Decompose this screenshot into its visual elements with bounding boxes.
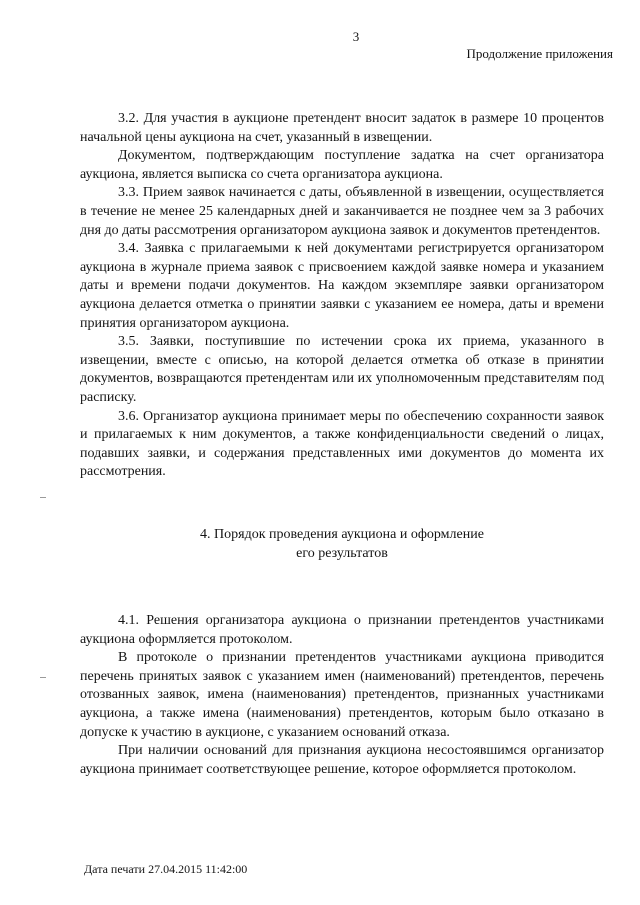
scan-margin-mark — [40, 677, 46, 678]
paragraph-3-6: 3.6. Организатор аукциона принимает меры по обеспечению сохранности заявок и прилагаемых к ним документов, а также конфиденциальности сведений о лицах, подавших заявки, и содержания представленных ими документов до момента их рассмотрения. — [80, 408, 604, 480]
continuation-label: Продолжение приложения — [466, 46, 613, 61]
paragraph-failed-auction: При наличии оснований для признания аукциона несостоявшимся организатор аукциона принимает соответствующее решение, которое оформляется протоколом. — [80, 743, 604, 777]
paragraph-3-3: 3.3. Прием заявок начинается с даты, объявленной в извещении, осуществляется в течение не менее 25 календарных дней и заканчивается не позднее чем за 3 рабочих дня до даты рассмотрения организатором аукциона заявок и документов претендентов. — [80, 185, 604, 238]
section-4-heading-line-2: его результатов — [296, 545, 388, 561]
paragraph-4-1: 4.1. Решения организатора аукциона о признании претендентов участниками аукциона оформляется протоколом. — [80, 613, 604, 647]
section-3-body — [80, 110, 604, 482]
paragraph-3-4: 3.4. Заявка с прилагаемыми к ней документами регистрируется организатором аукциона в журнале приема заявок с присвоением каждой заявке номера и указанием даты и времени подачи документов. На каждом экземпляре заявки организатором аукциона делается отметка о принятии заявки с указанием ее номера, даты и времени принятия организатором аукциона. — [80, 241, 604, 331]
section-4-heading-line-1: 4. Порядок проведения аукциона и оформление — [200, 527, 484, 542]
paragraph-3-5: 3.5. Заявки, поступившие по истечении срока их приема, указанного в извещении, вместе с описью, на которой делается отметка об отказе в принятии документов, возвращаются претендентам или их уполномоченным представителям под расписку. — [80, 334, 604, 405]
scan-margin-mark — [40, 497, 46, 498]
section-4-heading — [80, 526, 604, 563]
section-4-body — [80, 612, 604, 779]
paragraph-3-2: 3.2. Для участия в аукционе претендент вносит задаток в размере 10 процентов начальной цены аукциона на счет, указанный в извещении. — [80, 111, 604, 145]
paragraph-protocol-contents: В протоколе о признании претендентов участниками аукциона приводится перечень принятых заявок с указанием имен (наименований) претендентов, перечень отозванных заявок, имена (наименования) претендентов, признанных участниками аукциона, а также имена (наименования) претендентов, которым было отказано в допуске к участию в аукционе, с указанием оснований отказа. — [80, 650, 604, 740]
print-date: Дата печати 27.04.2015 11:42:00 — [84, 862, 248, 876]
page-number: 3 — [352, 29, 360, 44]
paragraph-deposit-document: Документом, подтверждающим поступление задатка на счет организатора аукциона, является выписка со счета организатора аукциона. — [80, 148, 604, 182]
